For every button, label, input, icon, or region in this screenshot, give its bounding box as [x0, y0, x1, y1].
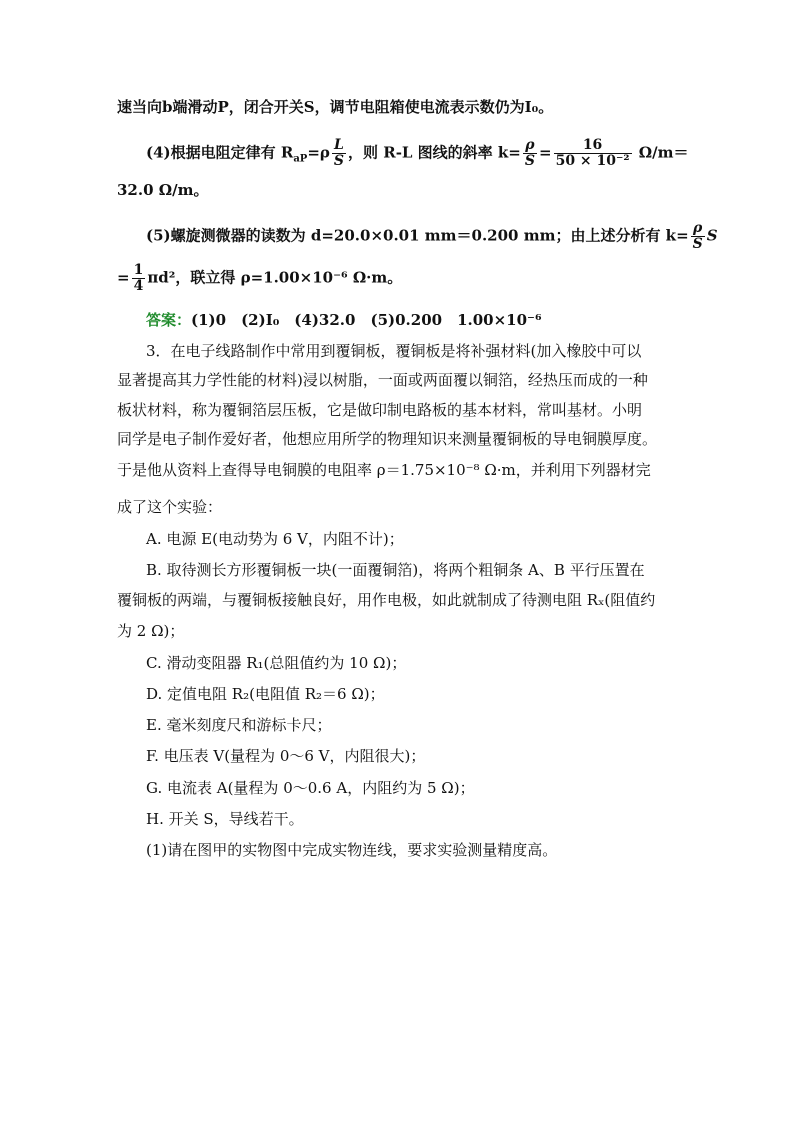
text-segment: =ρ [307, 143, 330, 162]
fraction-denominator: S [524, 153, 535, 169]
paragraph-line: 板状材料，称为覆铜箔层压板，它是做印制电路板的基本材料，常叫基材。小明 [117, 401, 643, 419]
list-item-cont: 覆铜板的两端，与覆铜板接触良好，用作电极，如此就制成了待测电阻 Rₓ(阻值约 [117, 591, 656, 609]
list-item: H. 开关 S，导线若干。 [146, 810, 304, 828]
fraction [523, 138, 537, 169]
paragraph-line: 同学是电子制作爱好者，他想应用所学的物理知识来测量覆铜板的导电铜膜厚度。 [117, 430, 658, 448]
text-segment: = [539, 143, 552, 162]
list-item: C. 滑动变阻器 R₁(总阻值约为 10 Ω)； [146, 654, 407, 672]
fraction-denominator: S [692, 236, 703, 252]
text-segment: (4)根据电阻定律有 R [146, 143, 294, 162]
list-item: A. 电源 E(电动势为 6 V，内阻不计)； [146, 530, 404, 548]
fraction [332, 138, 346, 169]
fraction-numerator: ρ [523, 138, 537, 154]
answer-label: 答案： [146, 311, 192, 329]
list-item: E. 毫米刻度尺和游标卡尺； [146, 716, 332, 734]
fraction [691, 221, 705, 252]
text-segment: πd²，联立得 ρ=1.00×10⁻⁶ Ω·m。 [147, 268, 403, 287]
answer-body: (1)0 (2)I₀ (4)32.0 (5)0.200 1.00×10⁻⁶ [191, 311, 542, 329]
fraction-numerator: L [332, 138, 346, 154]
formula-line-5 [146, 221, 716, 252]
list-item: F. 电压表 V(量程为 0～6 V，内阻很大)； [146, 747, 426, 765]
paragraph-line: 显著提高其力学性能的材料)浸以树脂，一面或两面覆以铜箔，经热压而成的一种 [117, 371, 648, 389]
list-item: B. 取待测长方形覆铜板一块(一面覆铜箔)，将两个粗铜条 A、B 平行压置在 [146, 561, 645, 579]
formula-line-4 [146, 138, 716, 170]
text-segment: ，则 R-L 图线的斜率 k= [348, 143, 521, 162]
fraction [554, 138, 632, 169]
list-item: G. 电流表 A(量程为 0～0.6 A，内阻约为 5 Ω)； [146, 779, 475, 797]
fraction-numerator: ρ [691, 221, 705, 237]
fraction-denominator: S [333, 153, 344, 169]
fraction-numerator: 1 [133, 262, 144, 278]
text-segment: = [117, 268, 130, 287]
text-segment: S [706, 226, 718, 245]
paragraph-line: 成了这个实验： [117, 498, 223, 516]
text-line: 32.0 Ω/m。 [117, 181, 209, 199]
question-line: (1)请在图甲的实物图中完成实物连线，要求实验测量精度高。 [146, 841, 558, 859]
list-item-cont: 为 2 Ω)； [117, 622, 185, 640]
fraction [132, 263, 146, 294]
text-segment: Ω/m＝ [633, 143, 689, 162]
answer-line [146, 310, 716, 330]
fraction-numerator: 16 [554, 138, 632, 154]
fraction-denominator: 4 [133, 278, 144, 294]
subscript: aP [293, 153, 308, 165]
paragraph-line: 于是他从资料上查得导电铜膜的电阻率 ρ＝1.75×10⁻⁸ Ω·m，并利用下列器材完 [117, 461, 651, 479]
text-line: 速当向b端滑动P，闭合开关S，调节电阻箱使电流表示数仍为I₀。 [117, 98, 554, 116]
list-item: D. 定值电阻 R₂(电阻值 R₂＝6 Ω)； [146, 685, 385, 703]
paragraph-line: 3．在电子线路制作中常用到覆铜板，覆铜板是将补强材料(加入橡胶中可以 [146, 342, 642, 360]
formula-line-5-cont [117, 263, 687, 294]
fraction-denominator: 50 × 10⁻² [555, 153, 630, 169]
text-segment: (5)螺旋测微器的读数为 d=20.0×0.01 mm＝0.200 mm；由上述分析有 k= [146, 226, 689, 245]
